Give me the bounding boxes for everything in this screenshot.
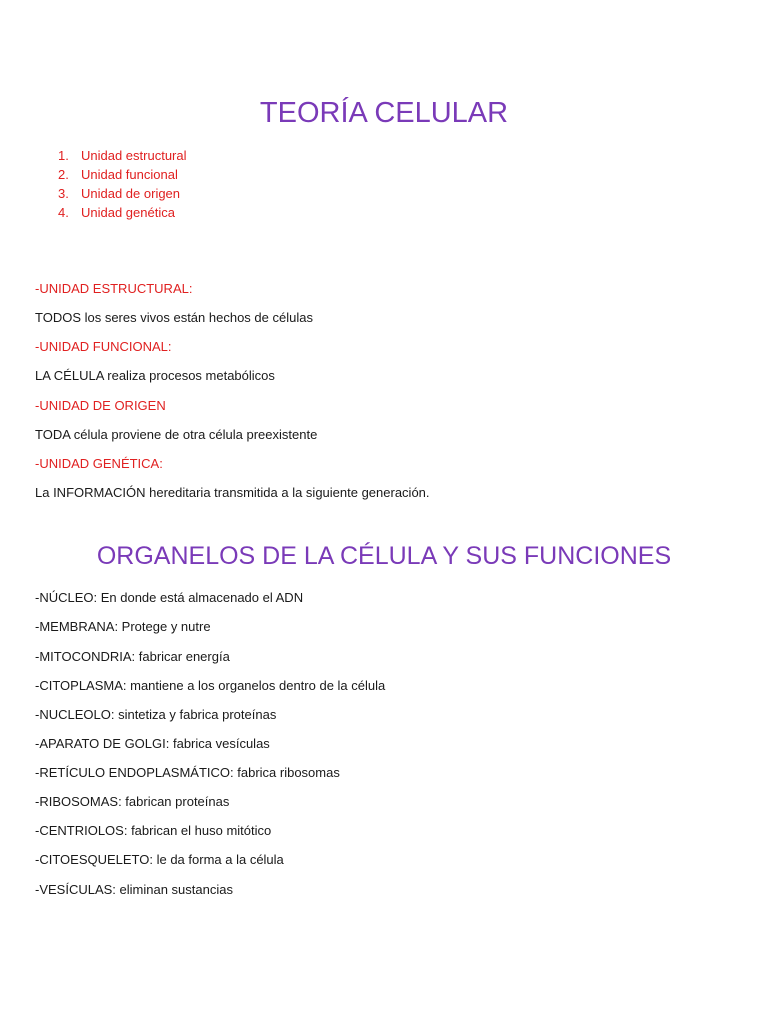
organelle-item: -NÚCLEO: En donde está almacenado el ADN bbox=[35, 590, 304, 605]
organelle-item: -CITOESQUELETO: le da forma a la célula bbox=[35, 852, 284, 867]
organelle-item: -NUCLEOLO: sintetiza y fabrica proteínas bbox=[35, 707, 277, 722]
section-title-organelos: ORGANELOS DE LA CÉLULA Y SUS FUNCIONES bbox=[96, 542, 672, 570]
entry-body: LA CÉLULA realiza procesos metabólicos bbox=[35, 368, 275, 383]
entry-body: La INFORMACIÓN hereditaria transmitida a la siguiente generación. bbox=[35, 485, 430, 500]
numbered-list bbox=[58, 147, 187, 223]
organelle-item: -VESÍCULAS: eliminan sustancias bbox=[35, 882, 233, 897]
organelle-item: -APARATO DE GOLGI: fabrica vesículas bbox=[35, 736, 270, 751]
list-text: Unidad estructural bbox=[81, 148, 187, 163]
list-item bbox=[58, 166, 187, 185]
list-number: 3. bbox=[58, 186, 69, 201]
entry-heading: -UNIDAD FUNCIONAL: bbox=[35, 339, 172, 354]
list-text: Unidad funcional bbox=[81, 167, 178, 182]
list-number: 1. bbox=[58, 148, 69, 163]
list-number: 4. bbox=[58, 205, 69, 220]
organelle-item: -MITOCONDRIA: fabricar energía bbox=[35, 649, 230, 664]
list-number: 2. bbox=[58, 167, 69, 182]
entry-heading: -UNIDAD ESTRUCTURAL: bbox=[35, 281, 193, 296]
list-text: Unidad genética bbox=[81, 205, 175, 220]
organelle-item: -RETÍCULO ENDOPLASMÁTICO: fabrica ribosomas bbox=[35, 765, 340, 780]
organelle-item: -CITOPLASMA: mantiene a los organelos dentro de la célula bbox=[35, 678, 386, 693]
section-title-teoria-celular: TEORÍA CELULAR bbox=[259, 97, 509, 129]
entry-heading: -UNIDAD GENÉTICA: bbox=[35, 456, 163, 471]
list-item bbox=[58, 147, 187, 166]
entry-heading: -UNIDAD DE ORIGEN bbox=[35, 398, 166, 413]
list-item bbox=[58, 185, 187, 204]
list-item bbox=[58, 204, 187, 223]
organelle-item: -RIBOSOMAS: fabrican proteínas bbox=[35, 794, 230, 809]
entry-body: TODOS los seres vivos están hechos de células bbox=[35, 310, 313, 325]
organelle-item: -MEMBRANA: Protege y nutre bbox=[35, 619, 211, 634]
entry-body: TODA célula proviene de otra célula preexistente bbox=[35, 427, 318, 442]
organelle-item: -CENTRIOLOS: fabrican el huso mitótico bbox=[35, 823, 272, 838]
list-text: Unidad de origen bbox=[81, 186, 181, 201]
